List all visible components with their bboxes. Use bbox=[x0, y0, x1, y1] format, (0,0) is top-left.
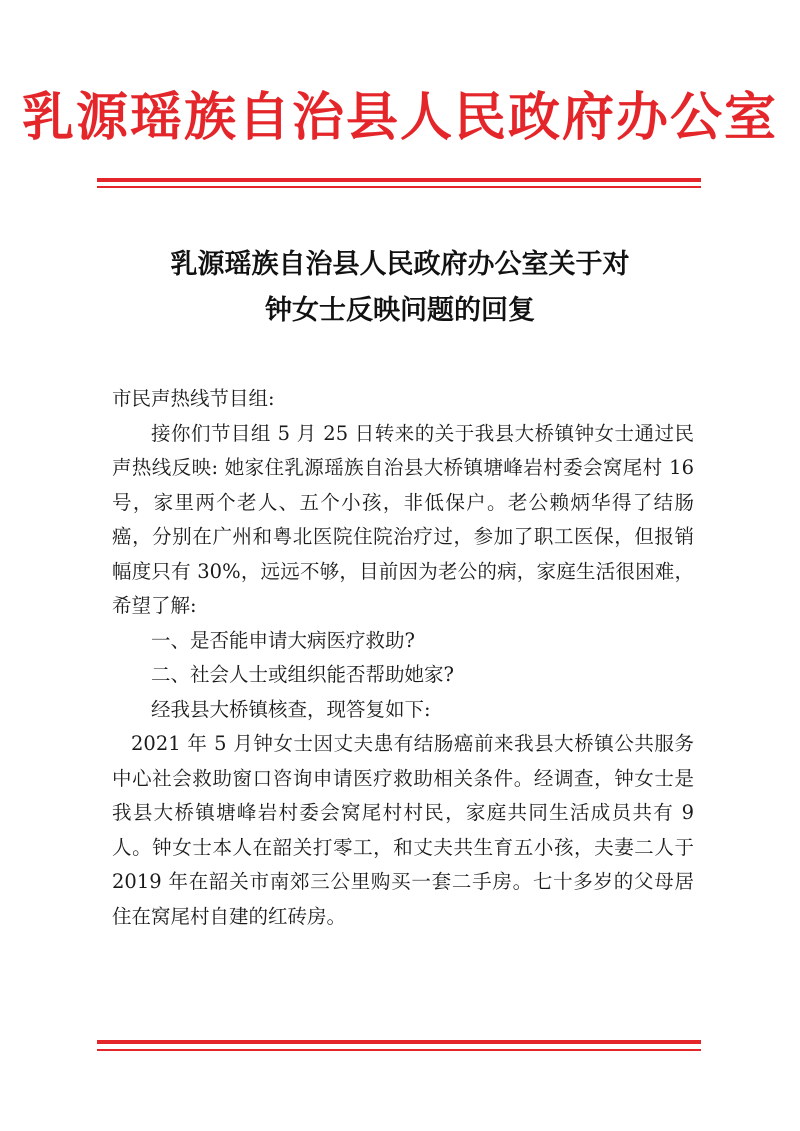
header-rule-thin bbox=[97, 186, 701, 188]
document-title-line-1: 乳源瑶族自治县人民政府办公室关于对 bbox=[170, 249, 630, 280]
paragraph-reply-intro: 经我县大桥镇核查，现答复如下: bbox=[151, 697, 431, 721]
footer-rule-thin bbox=[97, 1049, 701, 1051]
paragraph-question-2: 二、社会人士或组织能否帮助她家? bbox=[151, 663, 454, 686]
paragraph-reply-body: 2021 年 5 月钟女士因丈夫患有结肠癌前来我县大桥镇公共服务中心社会救助窗口咨询申请医疗救助相关条件。经调查，钟女士是我县大桥镇塘峰岩村委会窝尾村村民，家庭共同生活成员共有 9 人。钟女士本人在韶关打零工，和丈夫共生育五小孩，夫妻二人于 2019 年在韶关市南郊三公里购买一套二手房。七十多岁的父母居住在窝尾村自建的红砖房。 bbox=[112, 732, 694, 928]
salutation: 市民声热线节目组: bbox=[112, 387, 275, 410]
document-title-line-2: 钟女士反映问题的回复 bbox=[265, 295, 535, 326]
document-body bbox=[112, 382, 694, 934]
paragraph-question-1: 一、是否能申请大病医疗救助? bbox=[151, 628, 415, 652]
footer-rule-thick bbox=[97, 1040, 701, 1044]
letterhead-title: 乳源瑶族自治县人民政府办公室 bbox=[21, 87, 778, 148]
paragraph-intro: 接你们节目组 5 月 25 日转来的关于我县大桥镇钟女士通过民声热线反映: 她家住乳源瑶族自治县大桥镇塘峰岩村委会窝尾村 16 号，家里两个老人、五个小孩，非低保户。老公赖炳华得了结肠癌，分别在广州和粤北医院住院治疗过，参加了职工医保，但报销幅度只有 30%，远远不够，目前因为老公的病，家庭生活很困难，希望了解: bbox=[112, 421, 694, 617]
header-rule-thick bbox=[97, 178, 701, 182]
